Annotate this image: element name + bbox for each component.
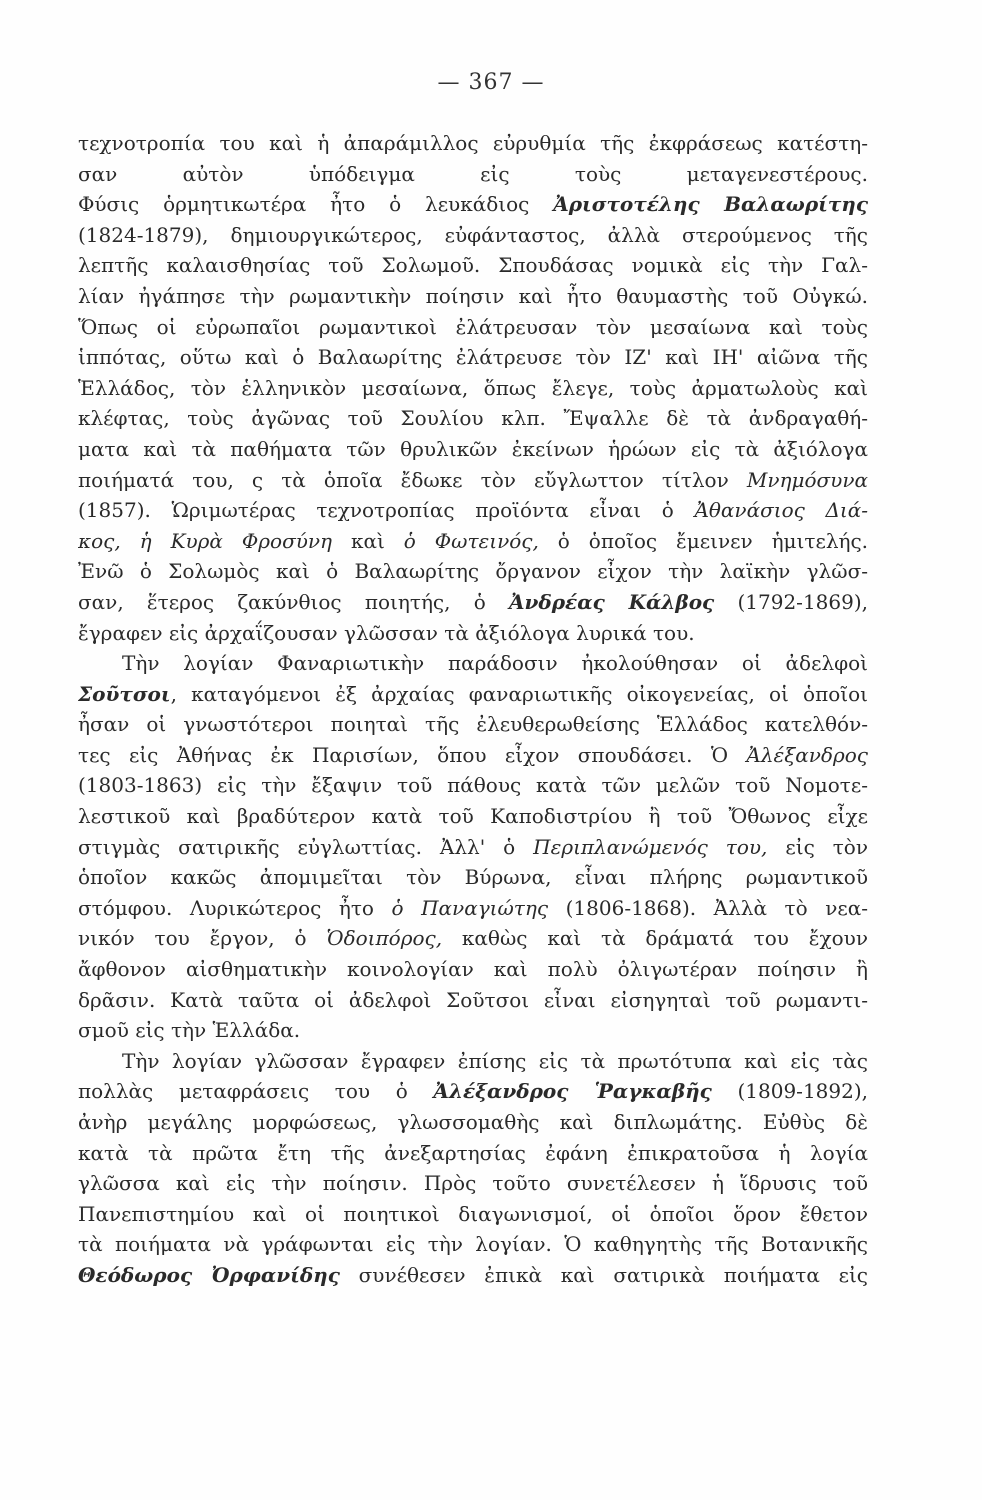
text-line [78, 373, 868, 404]
italic-title: ὁ Φωτεινός, [403, 528, 539, 553]
text-run: σμοῦ εἰς τὴν Ἑλλάδα. [78, 1018, 301, 1043]
text-run: (1803-1863) εἰς τὴν ἔξαψιν τοῦ πάθους κατὰ τῶν μελῶν τοῦ Νομοτε- [78, 773, 868, 798]
text-run: Ὅπως οἱ εὐρωπαῖοι ρωμαντικοὶ ἐλάτρευσαν τὸν μεσαίωνα καὶ τοὺς [78, 314, 868, 339]
text-run: ἔγραφεν εἰς ἀρχαΐζουσαν γλῶσσαν τὰ ἀξιόλογα λυρικά του. [78, 620, 695, 645]
body-text [78, 128, 868, 1291]
text-run: (1809-1892), [711, 1079, 868, 1104]
text-run: Φύσις ὁρμητικωτέρα ἦτο ὁ λευκάδιος [78, 192, 554, 217]
text-run: νικόν του ἔργον, ὁ [78, 926, 327, 951]
text-line [78, 128, 868, 159]
italic-title: Ἀθανάσιος Διά- [694, 498, 868, 523]
text-run: (1857). Ὡριμωτέρας τεχνοτροπίας προϊόντα εἶναι ὁ [78, 498, 695, 523]
text-run: (1806-1868). Ἀλλὰ τὸ νεα- [548, 895, 868, 920]
text-run: γλῶσσα καὶ εἰς τὴν ποίησιν. Πρὸς τοῦτο συνετέλεσεν ἡ ἵδρυσις τοῦ [78, 1171, 868, 1196]
text-line [78, 1199, 868, 1230]
text-line [78, 740, 868, 771]
text-run: (1824-1879), δημιουργικώτερος, εὐφάνταστος, ἀλλὰ στερούμενος τῆς [78, 222, 868, 247]
bold-name: Σοῦτσοι [78, 681, 171, 706]
text-run: στιγμὰς σατιρικῆς εὐγλωττίας. Ἀλλ' ὁ [78, 834, 534, 859]
text-run: εἰς τὸν [767, 834, 868, 859]
text-line [78, 1229, 868, 1260]
text-run: δρᾶσιν. Κατὰ ταῦτα οἱ ἀδελφοὶ Σοῦτσοι εἶναι εἰσηγηταὶ τοῦ ρωμαντι- [78, 987, 868, 1012]
text-line [78, 1260, 868, 1291]
text-run: τεχνοτροπία του καὶ ἡ ἀπαράμιλλος εὐρυθμία τῆς ἐκφράσεως κατέστη- [78, 131, 868, 155]
text-run: ἱππότας, οὕτω καὶ ὁ Βαλαωρίτης ἐλάτρευσε τὸν ΙΖ' καὶ ΙΗ' αἰῶνα τῆς [78, 345, 868, 370]
text-line [78, 434, 868, 465]
text-line [78, 679, 868, 710]
text-line [78, 954, 868, 985]
text-run: ἄφθονον αἰσθηματικὴν κοινολογίαν καὶ πολὺ ὀλιγωτέραν ποίησιν ἢ [78, 957, 868, 982]
text-run: Ἐνῶ ὁ Σολωμὸς καὶ ὁ Βαλαωρίτης ὄργανον εἶχον τὴν λαϊκὴν γλῶσ- [78, 559, 868, 584]
text-run: καὶ [332, 528, 404, 553]
text-line [78, 587, 868, 618]
text-run: Ἑλλάδος, τὸν ἑλληνικὸν μεσαίωνα, ὅπως ἔλεγε, τοὺς ἀρματωλοὺς καὶ [78, 375, 868, 400]
bold-name: Ἀριστοτέλης Βαλαωρίτης [553, 192, 868, 217]
text-line [78, 1046, 868, 1077]
text-run: πολλὰς μεταφράσεις του ὁ [78, 1079, 434, 1104]
text-line [78, 281, 868, 312]
text-line [78, 1168, 868, 1199]
text-run: ὁποῖον κακῶς ἀπομιμεῖται τὸν Βύρωνα, εἶναι πλήρης ρωμαντικοῦ [78, 865, 868, 890]
text-line [78, 556, 868, 587]
text-line [78, 312, 868, 343]
text-line [78, 220, 868, 251]
text-line [78, 893, 868, 924]
text-line [78, 403, 868, 434]
bold-name: Ἀλέξανδρος Ῥαγκαβῆς [433, 1079, 712, 1104]
text-line [78, 465, 868, 496]
text-line [78, 342, 868, 373]
text-run: συνέθεσεν ἐπικὰ καὶ σατιρικὰ ποιήματα εἰς [339, 1262, 868, 1287]
text-run: Τὴν λογίαν Φαναριωτικὴν παράδοσιν ἠκολούθησαν οἱ ἀδελφοὶ [122, 651, 868, 676]
text-line [78, 709, 868, 740]
italic-title: Ὁδοιπόρος, [326, 926, 443, 951]
text-line [78, 1076, 868, 1107]
text-run: λίαν ἠγάπησε τὴν ρωμαντικὴν ποίησιν καὶ ἦτο θαυμαστὴς τοῦ Οὐγκώ. [78, 283, 868, 308]
text-run: Πανεπιστημίου καὶ οἱ ποιητικοὶ διαγωνισμοί, οἱ ὁποῖοι ὅρον ἔθετον [78, 1201, 868, 1226]
text-line [78, 495, 868, 526]
text-line [78, 862, 868, 893]
bold-name: Θεόδωρος Ὀρφανίδης [78, 1262, 340, 1287]
text-run: τὰ ποιήματα νὰ γράφωνται εἰς τὴν λογίαν. Ὁ καθηγητὴς τῆς Βοτανικῆς [78, 1232, 868, 1257]
text-run: (1792-1869), [714, 589, 868, 614]
text-line [78, 189, 868, 220]
italic-title: Ἀλέξανδρος [746, 742, 868, 767]
text-line [78, 1107, 868, 1138]
page-number: — 367 — [437, 70, 545, 95]
italic-title: Περιπλανώμενός του, [533, 834, 768, 859]
text-run: ποιήματά του, ς τὰ ὁποῖα ἔδωκε τὸν εὔγλωττον τίτλον [78, 467, 747, 492]
text-run: κατὰ τὰ πρῶτα ἔτη τῆς ἀνεξαρτησίας ἐφάνη ἐπικρατοῦσα ἡ λογία [78, 1140, 868, 1165]
text-line [78, 923, 868, 954]
text-run: κλέφτας, τοὺς ἀγῶνας τοῦ Σουλίου κλπ. Ἔψαλλε δὲ τὰ ἀνδραγαθή- [78, 406, 868, 431]
text-run: ἀνὴρ μεγάλης μορφώσεως, γλωσσομαθὴς καὶ διπλωμάτης. Εὐθὺς δὲ [78, 1110, 868, 1134]
text-run: λεστικοῦ καὶ βραδύτερον κατὰ τοῦ Καποδιστρίου ἢ τοῦ Ὄθωνος εἶχε [78, 804, 868, 829]
text-line [78, 1015, 868, 1046]
text-run: σαν αὐτὸν ὑπόδειγμα εἰς τοὺς μεταγενεστέρους. [78, 161, 868, 186]
text-line [78, 159, 868, 190]
text-run: λεπτῆς καλαισθησίας τοῦ Σολωμοῦ. Σπουδάσας νομικὰ εἰς τὴν Γαλ- [78, 253, 868, 278]
text-line [78, 648, 868, 679]
text-line [78, 801, 868, 832]
text-run: Τὴν λογίαν γλῶσσαν ἔγραφεν ἐπίσης εἰς τὰ πρωτότυπα καὶ εἰς τὰς [122, 1048, 868, 1073]
text-run: στόμφου. Λυρικώτερος ἦτο [78, 895, 392, 920]
text-run: ματα καὶ τὰ παθήματα τῶν θρυλικῶν ἐκείνων ἡρώων εἰς τὰ ἀξιόλογα [78, 436, 868, 461]
text-line [78, 618, 868, 649]
italic-title: κος, ἡ Κυρὰ Φροσύνη [78, 528, 333, 553]
text-line [78, 832, 868, 863]
text-line [78, 526, 868, 557]
text-run: τες εἰς Ἀθήνας ἐκ Παρισίων, ὅπου εἶχον σπουδάσει. Ὁ [78, 742, 747, 767]
italic-title: Μνημόσυνα [746, 467, 868, 492]
text-run: σαν, ἕτερος ζακύνθιος ποιητής, ὁ [78, 589, 510, 614]
bold-name: Ἀνδρέας Κάλβος [509, 589, 715, 614]
text-line [78, 250, 868, 281]
text-run: καθὼς καὶ τὰ δράματά του ἔχουν [442, 926, 868, 951]
text-line [78, 770, 868, 801]
text-line [78, 985, 868, 1016]
text-line [78, 1138, 868, 1169]
italic-title: ὁ Παναγιώτης [391, 895, 549, 920]
text-run: ὁ ὁποῖος ἔμεινεν ἡμιτελής. [538, 528, 868, 553]
text-run: , καταγόμενοι ἐξ ἀρχαίας φαναριωτικῆς οἰκογενείας, οἱ ὁποῖοι [170, 681, 868, 706]
text-run: ἦσαν οἱ γνωστότεροι ποιηταὶ τῆς ἐλευθερωθείσης Ἑλλάδος κατελθόν- [78, 712, 868, 737]
